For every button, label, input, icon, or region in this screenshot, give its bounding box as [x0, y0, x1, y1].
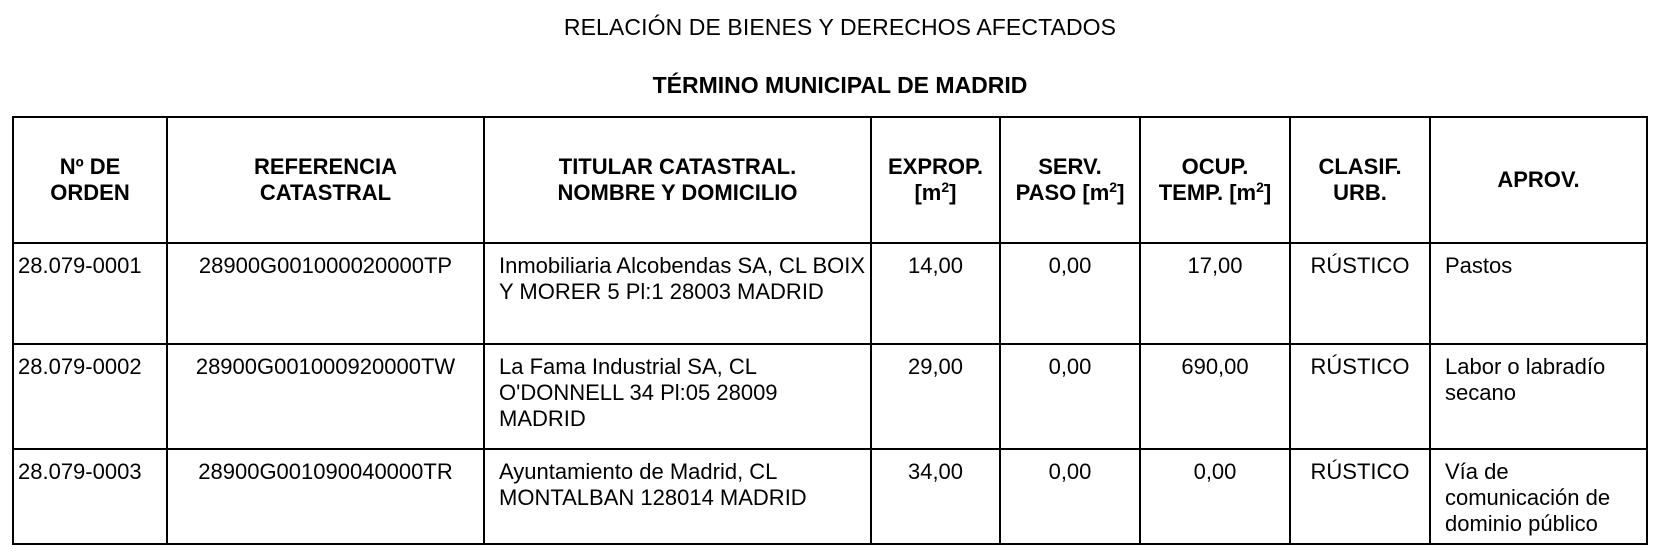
cell-aprov: Labor o labradío secano	[1430, 344, 1647, 449]
document-subtitle: TÉRMINO MUNICIPAL DE MADRID	[652, 72, 1028, 98]
header-clasif	[1290, 117, 1430, 243]
header-serv	[1000, 117, 1140, 243]
header-referencia	[167, 117, 484, 243]
cell-serv: 0,00	[1000, 243, 1140, 344]
cell-titular: Ayuntamiento de Madrid, CL MONTALBAN 128014 MADRID	[484, 449, 871, 544]
cell-serv: 0,00	[1000, 449, 1140, 544]
header-referencia-line2: CATASTRAL	[259, 180, 392, 205]
cell-exprop: 34,00	[871, 449, 1000, 544]
header-titular-line2: NOMBRE Y DOMICILIO	[557, 180, 798, 205]
cell-referencia: 28900G001000020000TP	[167, 243, 484, 344]
cell-clasif: RÚSTICO	[1290, 449, 1430, 544]
header-exprop-line1: EXPROP.	[888, 154, 983, 179]
header-serv-close: ]	[1117, 180, 1125, 205]
affected-goods-table	[12, 116, 1648, 545]
header-aprov-label: APROV.	[1497, 167, 1580, 192]
table-row	[13, 344, 1647, 449]
cell-aprov: Vía de comunicación de dominio público	[1430, 449, 1647, 544]
header-titular-line1: TITULAR CATASTRAL.	[558, 154, 797, 179]
header-clasif-line1: CLASIF.	[1318, 154, 1402, 179]
header-ocup-close: ]	[1263, 180, 1272, 205]
header-exprop	[871, 117, 1000, 243]
cell-serv: 0,00	[1000, 344, 1140, 449]
cell-referencia: 28900G001090040000TR	[167, 449, 484, 544]
header-ocup	[1140, 117, 1290, 243]
table-header-row	[13, 117, 1647, 243]
document-title: RELACIÓN DE BIENES Y DERECHOS AFECTADOS	[563, 14, 1117, 40]
cell-orden: 28.079-0003	[13, 449, 167, 544]
cell-orden: 28.079-0002	[13, 344, 167, 449]
header-aprov	[1430, 117, 1647, 243]
cell-clasif: RÚSTICO	[1290, 344, 1430, 449]
cell-ocup: 0,00	[1140, 449, 1290, 544]
cell-ocup: 690,00	[1140, 344, 1290, 449]
header-exprop-close: ]	[949, 180, 957, 205]
header-exprop-line2: [m	[914, 180, 942, 205]
table-row	[13, 449, 1647, 544]
cell-exprop: 29,00	[871, 344, 1000, 449]
header-ocup-line1: OCUP.	[1181, 154, 1249, 179]
cell-titular: Inmobiliaria Alcobendas SA, CL BOIX Y MORER 5 Pl:1 28003 MADRID	[484, 243, 871, 344]
cell-ocup: 17,00	[1140, 243, 1290, 344]
cell-referencia: 28900G001000920000TW	[167, 344, 484, 449]
cell-titular: La Fama Industrial SA, CL O'DONNELL 34 Pl:05 28009 MADRID	[484, 344, 871, 449]
header-titular	[484, 117, 871, 243]
cell-aprov: Pastos	[1430, 243, 1647, 344]
table-row	[13, 243, 1647, 344]
header-ocup-sup: 2	[1256, 179, 1264, 195]
cell-exprop: 14,00	[871, 243, 1000, 344]
cell-orden: 28.079-0001	[13, 243, 167, 344]
header-orden-line2: ORDEN	[50, 180, 130, 205]
header-referencia-line1: REFERENCIA	[253, 154, 397, 179]
cell-clasif: RÚSTICO	[1290, 243, 1430, 344]
header-exprop-sup: 2	[941, 179, 950, 195]
header-clasif-line2: URB.	[1333, 180, 1387, 205]
header-serv-line1: SERV.	[1038, 154, 1102, 179]
header-orden-line1: Nº DE	[59, 154, 121, 179]
header-ocup-line2: TEMP. [m	[1158, 180, 1257, 205]
header-orden	[13, 117, 167, 243]
header-serv-sup: 2	[1109, 179, 1118, 195]
header-serv-line2: PASO [m	[1015, 180, 1110, 205]
